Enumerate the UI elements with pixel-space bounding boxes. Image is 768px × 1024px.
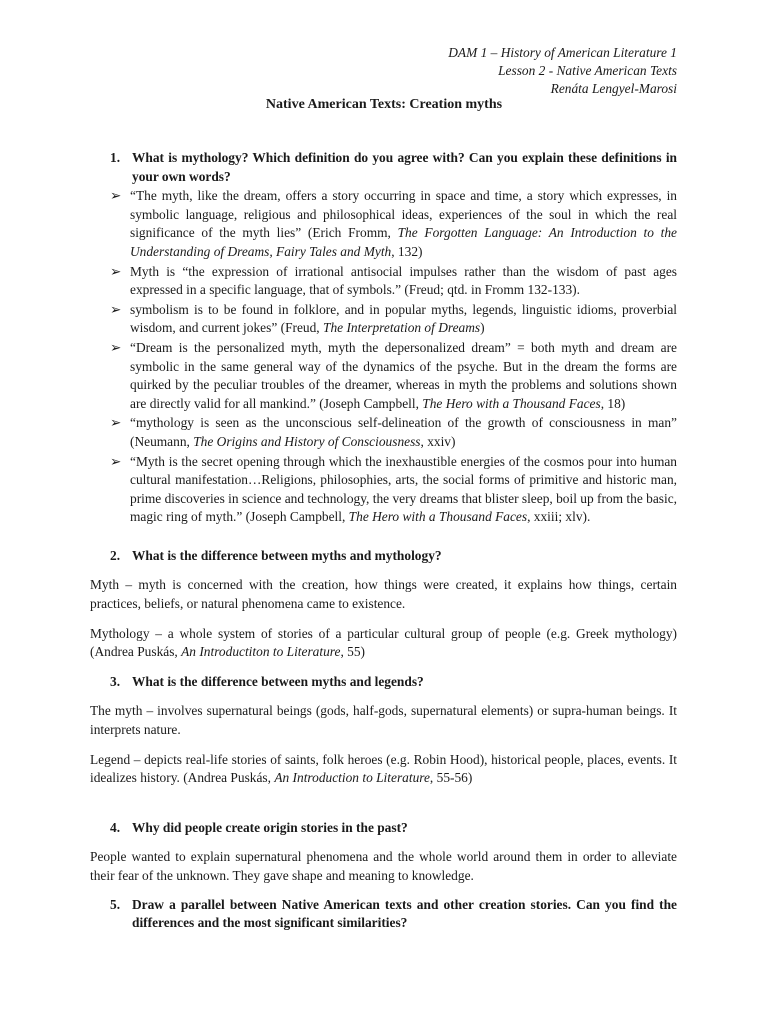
list-item — [90, 301, 677, 338]
document-title: Native American Texts: Creation myths — [265, 97, 503, 112]
question-number: 5. — [110, 896, 121, 912]
list-item — [90, 339, 677, 413]
header-author: Renáta Lengyel-Marosi — [550, 81, 677, 96]
arrow-bullet-icon: ➢ — [110, 453, 122, 469]
document-body — [90, 149, 677, 933]
question-4-heading — [90, 819, 677, 838]
question-text: What is mythology? Which definition do you agree with? Can you explain these definitions in your own words? — [132, 150, 677, 184]
question-text: Why did people create origin stories in the past? — [132, 819, 408, 835]
question-number: 2. — [110, 547, 121, 563]
question-1-heading — [90, 149, 677, 186]
answer-paragraph: Legend – depicts real-life stories of saints, folk heroes (e.g. Robin Hood), historical people, places, events. It idealizes history. (Andrea Puskás, An Introduction to Literature, 55-56) — [90, 751, 677, 786]
question-number: 3. — [110, 673, 121, 689]
list-item-text: “mythology is seen as the unconscious self-delineation of the growth of consciousness in man” (Neumann, The Origins and History of Consciousness, xxiv) — [130, 415, 677, 449]
page-header — [448, 44, 677, 98]
list-item — [90, 414, 677, 451]
question-number: 1. — [110, 150, 121, 165]
header-lesson: Lesson 2 - Native American Texts — [498, 63, 677, 78]
question-number: 4. — [110, 819, 121, 835]
list-item — [90, 187, 677, 261]
list-item-text: “Myth is the secret opening through which the inexhaustible energies of the cosmos pour into human cultural manifestation…Religions, philosophies, arts, the social forms of primitive and historic man, prime discoveries in science and technology, the very dreams that blister sleep, boil up from the basic, magic ring of myth.” (Joseph Campbell, The Hero with a Thousand Faces, xxiii; xlv). — [130, 453, 677, 525]
arrow-bullet-icon: ➢ — [110, 263, 122, 279]
header-course: DAM 1 – History of American Literature 1 — [448, 45, 677, 60]
question-text: What is the difference between myths and legends? — [132, 673, 424, 689]
question-text: What is the difference between myths and mythology? — [132, 547, 442, 563]
list-item-text: Myth is “the expression of irrational antisocial impulses rather than the wisdom of past ages expressed in a specific language, that of symbols.” (Freud; qtd. in Fromm 132-133). — [130, 263, 677, 298]
list-item-text: “Dream is the personalized myth, myth the depersonalized dream” = both myth and dream are symbolic in the same general way of the dynamics of the psyche. But in the dream the forms are quirked by the peculiar troubles of the dreamer, whereas in myth the problems and solutions shown are directly valid for all mankind.” (Joseph Campbell, The Hero with a Thousand Faces, 18) — [130, 339, 677, 411]
arrow-bullet-icon: ➢ — [110, 339, 122, 355]
question-3-heading — [90, 673, 677, 692]
answer-paragraph: Mythology – a whole system of stories of a particular cultural group of people (e.g. Greek mythology) (Andrea Puskás, An Introductiton to Literature, 55) — [90, 625, 677, 660]
arrow-bullet-icon: ➢ — [110, 415, 122, 431]
answer-paragraph: The myth – involves supernatural beings (gods, half-gods, supernatural elements) or supra-human beings. It interprets nature. — [90, 703, 677, 738]
list-item-text: “The myth, like the dream, offers a story occurring in space and time, a story which expresses, in symbolic language, religious and philosophical ideas, experiences of the soul in which the real significance of the myth lies” (Erich Fromm, The Forgotten Language: An Introduction to the Understanding of Dreams, Fairy Tales and Myth, 132) — [130, 188, 677, 259]
arrow-bullet-icon: ➢ — [110, 301, 122, 317]
answer-paragraph: People wanted to explain supernatural phenomena and the whole world around them in order to alleviate their fear of the unknown. They gave shape and meaning to knowledge. — [90, 849, 677, 883]
definition-list — [90, 187, 677, 527]
question-text: Draw a parallel between Native American texts and other creation stories. Can you find the differences and the most significant similarities? — [132, 896, 677, 931]
answer-paragraph: Myth – myth is concerned with the creation, how things were created, it explains how things, certain practices, beliefs, or natural phenomena came to existence. — [90, 577, 677, 612]
question-2-heading — [90, 547, 677, 566]
list-item — [90, 263, 677, 300]
arrow-bullet-icon: ➢ — [110, 188, 122, 204]
list-item-text: symbolism is to be found in folklore, and in popular myths, legends, linguistic idioms, proverbial wisdom, and current jokes” (Freud, The Interpretation of Dreams) — [130, 301, 677, 336]
list-item — [90, 453, 677, 527]
question-5-heading — [90, 896, 677, 933]
